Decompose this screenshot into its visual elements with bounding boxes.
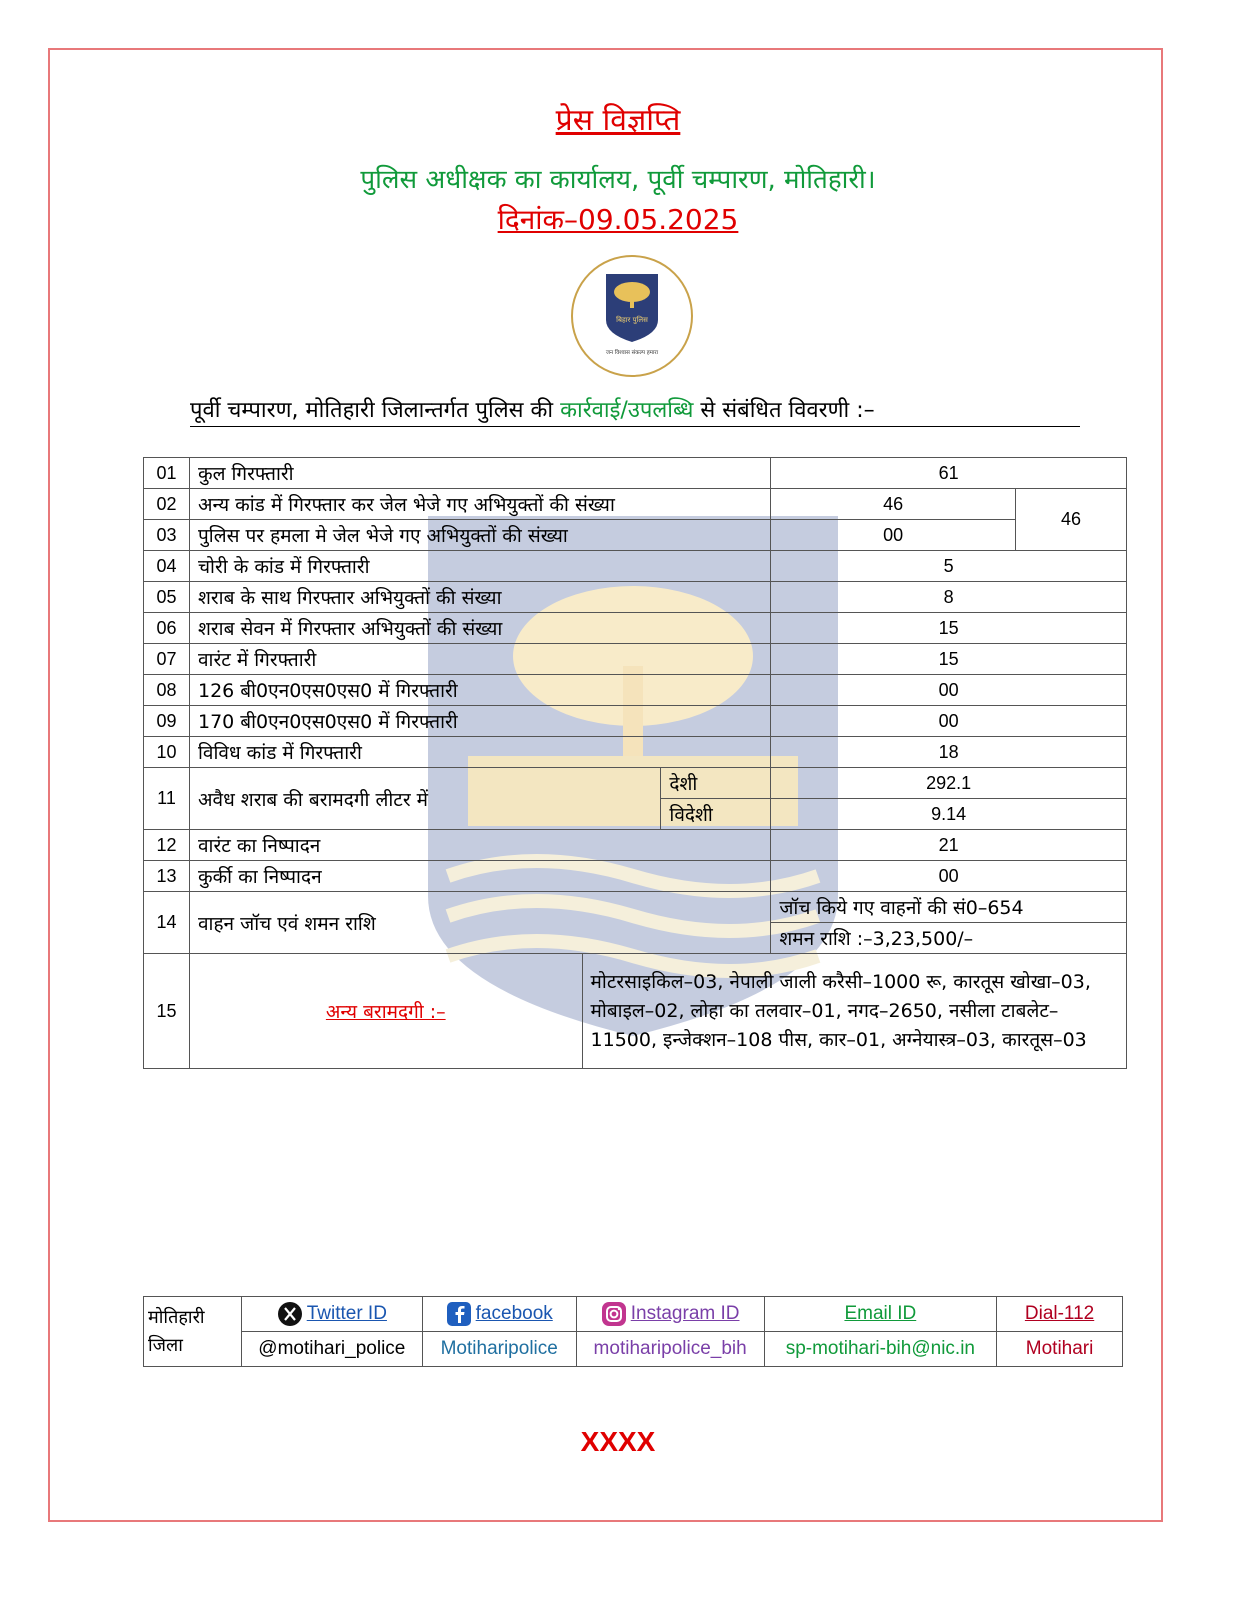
table-row [144,892,1127,923]
row-number: 08 [144,675,190,706]
row-number: 05 [144,582,190,613]
row-label: पुलिस पर हमला मे जेल भेजे गए अभियुक्तों की संख्या [189,520,770,551]
facebook-handle: Motiharipolice [422,1332,576,1367]
row-label: 126 बी0एन0एस0एस0 में गिरफ्तारी [189,675,770,706]
office-name: पुलिस अधीक्षक का कार्यालय, पूर्वी चम्पारण, मोतिहारी। [360,165,876,195]
stats-table [143,457,1127,1069]
row-label: वारंट में गिरफ्तारी [189,644,770,675]
row-label: वाहन जॉच एवं शमन राशि [189,892,770,954]
dial-location: Motihari [997,1332,1123,1367]
row-label: शराब के साथ गिरफ्तार अभियुक्तों की संख्या [189,582,770,613]
instagram-icon [601,1301,627,1327]
table-row [144,830,1127,861]
row-value: 15 [771,613,1127,644]
instagram-handle: motiharipolice_bih [576,1332,764,1367]
row-label: अवैध शराब की बरामदगी लीटर में [189,768,660,830]
row-value: 15 [771,644,1127,675]
svg-text:बिहार पुलिस: बिहार पुलिस [616,316,648,324]
end-mark: XXXX [580,1426,656,1457]
table-row [144,675,1127,706]
row-label: वारंट का निष्पादन [189,830,770,861]
row-number: 15 [144,954,190,1069]
combined-value: 46 [1016,489,1127,551]
row-number: 12 [144,830,190,861]
instagram-link[interactable]: Instagram ID [576,1297,764,1332]
row-number: 02 [144,489,190,520]
table-row [144,706,1127,737]
sub-label-videshi: विदेशी [661,799,771,830]
row-value: 00 [771,706,1127,737]
row-value: 00 [771,861,1127,892]
table-row [144,737,1127,768]
fine-amount: शमन राशि :–3,23,500/– [771,923,1127,954]
other-recovery-details: मोटरसाइकिल–03, नेपाली जाली करैसी–1000 रू, कारतूस खोखा–03, मोबाइल–02, लोहा का तलवार–01, नगद–2650, नसीला टाबलेट–11500, इन्जेक्शन–108 पीस, कार–01, अग्नेयास्त्र–03, कारतूस–03 [582,954,1126,1069]
row-number: 13 [144,861,190,892]
table-row [144,768,1127,799]
x-twitter-icon [277,1301,303,1327]
sub-label-deshi: देशी [661,768,771,799]
row-label: अन्य कांड में गिरफ्तार कर जेल भेजे गए अभियुक्तों की संख्या [189,489,770,520]
table-row [144,489,1127,520]
table-row [144,520,1127,551]
email-link[interactable]: Email ID [764,1297,997,1332]
row-number: 11 [144,768,190,830]
contact-footer [143,1296,1123,1367]
row-number: 14 [144,892,190,954]
row-label: 170 बी0एन0एस0एस0 में गिरफ्तारी [189,706,770,737]
twitter-handle: @motihari_police [241,1332,422,1367]
table-row [144,551,1127,582]
dial-link[interactable]: Dial-112 [997,1297,1123,1332]
row-label: विविध कांड में गिरफ्तारी [189,737,770,768]
section-heading: पूर्वी चम्पारण, मोतिहारी जिलान्तर्गत पुलिस की कार्रवाई/उपलब्धि से संबंधित विवरणी :– [190,394,1080,427]
row-value: 292.1 [771,768,1127,799]
table-row [144,861,1127,892]
table-row [144,613,1127,644]
row-value: 00 [771,520,1016,551]
press-release-title: प्रेस विज्ञप्ति [555,103,681,138]
row-value: 61 [771,458,1127,489]
row-number: 06 [144,613,190,644]
row-value: 00 [771,675,1127,706]
row-label: कुर्की का निष्पादन [189,861,770,892]
row-value: 9.14 [771,799,1127,830]
table-row [144,644,1127,675]
row-label: कुल गिरफ्तारी [189,458,770,489]
release-date: दिनांक–09.05.2025 [497,203,739,236]
district-name: मोतिहारी जिला [144,1297,242,1367]
row-number: 10 [144,737,190,768]
vehicles-checked: जॉच किये गए वाहनों की सं0–654 [771,892,1127,923]
other-recovery-label: अन्य बरामदगी :– [189,954,582,1069]
row-number: 01 [144,458,190,489]
row-value: 21 [771,830,1127,861]
row-label: चोरी के कांड में गिरफ्तारी [189,551,770,582]
facebook-icon [446,1301,472,1327]
row-value: 5 [771,551,1127,582]
svg-text:जन विश्वास संकल्प हमारा: जन विश्वास संकल्प हमारा [605,350,659,356]
twitter-link[interactable]: Twitter ID [241,1297,422,1332]
bihar-police-logo [570,254,694,378]
table-row [144,458,1127,489]
email-address: sp-motihari-bih@nic.in [764,1332,997,1367]
row-value: 18 [771,737,1127,768]
row-number: 09 [144,706,190,737]
row-number: 03 [144,520,190,551]
table-row [144,954,1127,1069]
row-label: शराब सेवन में गिरफ्तार अभियुक्तों की संख्या [189,613,770,644]
row-number: 04 [144,551,190,582]
row-value: 46 [771,489,1016,520]
row-number: 07 [144,644,190,675]
facebook-link[interactable]: facebook [422,1297,576,1332]
table-row [144,582,1127,613]
row-value: 8 [771,582,1127,613]
